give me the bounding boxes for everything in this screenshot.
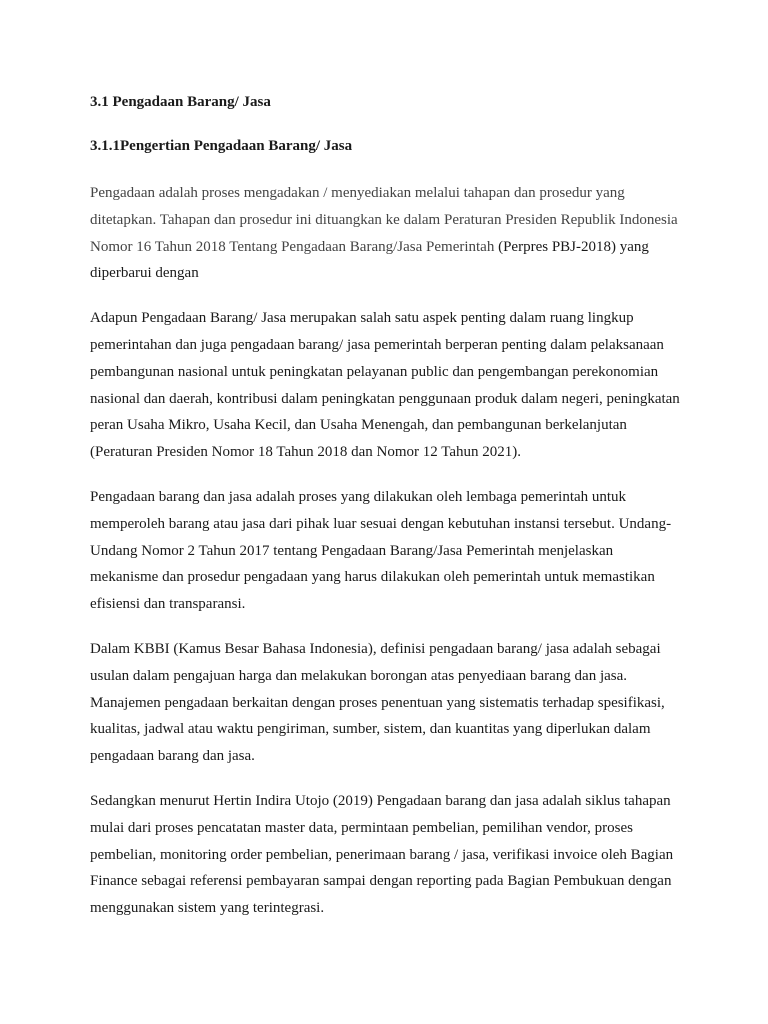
paragraph-definition-tail: (Perpres PBJ-2018) yang diperbarui dengan <box>90 238 649 282</box>
paragraph-importance: Adapun Pengadaan Barang/ Jasa merupakan salah satu aspek penting dalam ruang lingkup pemerintahan dan juga pengadaan barang/ jasa pemerintah berperan penting dalam pelaksanaan pembangunan nasional untuk peningkatan pelayanan public dan pengembangan perekonomian nasional dan daerah, kontribusi dalam peningkatan penggunaan produk dalam negeri, peningkatan peran Usaha Mikro, Usaha Kecil, dan Usaha Menengah, dan pembangunan berkelanjutan (Peraturan Presiden Nomor 18 Tahun 2018 dan Nomor 12 Tahun 2021). <box>90 310 680 461</box>
paragraph-expert-definition: Sedangkan menurut Hertin Indira Utojo (2019) Pengadaan barang dan jasa adalah siklus tahapan mulai dari proses pencatatan master data, permintaan pembelian, pemilihan vendor, proses pembelian, monitoring order pembelian, penerimaan barang / jasa, verifikasi invoice oleh Bagian Finance sebagai referensi pembayaran sampai dengan reporting pada Bagian Pembukuan dengan menggunakan sistem yang terintegrasi. <box>90 792 674 917</box>
paragraph-kbbi-definition: Dalam KBBI (Kamus Besar Bahasa Indonesia), definisi pengadaan barang/ jasa adalah sebagai usulan dalam pengajuan harga dan melakukan borongan atas penyediaan barang dan jasa. Manajemen pengadaan berkaitan dengan proses penentuan yang sistematis terhadap spesifikasi, kualitas, jadwal atau waktu pengiriman, sumber, sistem, dan kuantitas yang diperlukan dalam pengadaan barang dan jasa. <box>90 640 665 765</box>
section-heading: 3.1 Pengadaan Barang/ Jasa <box>90 94 271 110</box>
paragraph-definition <box>90 180 682 287</box>
paragraph-government-process: Pengadaan barang dan jasa adalah proses yang dilakukan oleh lembaga pemerintah untuk memperoleh barang atau jasa dari pihak luar sesuai dengan kebutuhan instansi tersebut. Undang-Undang Nomor 2 Tahun 2017 tentang Pengadaan Barang/Jasa Pemerintah menjelaskan mekanisme dan prosedur pengadaan yang harus dilakukan oleh pemerintah untuk memastikan efisiensi dan transparansi. <box>90 488 672 613</box>
subsection-heading: 3.1.1Pengertian Pengadaan Barang/ Jasa <box>90 138 353 154</box>
paragraph-definition-main: Pengadaan adalah proses mengadakan / menyediakan melalui tahapan dan prosedur yang ditetapkan. Tahapan dan prosedur ini dituangkan ke dalam Peraturan Presiden Republik Indonesia Nomor 16 Tahun 2018 Tentang Pengadaan Barang/Jasa Pemerintah <box>90 185 678 255</box>
document-body <box>90 92 682 940</box>
